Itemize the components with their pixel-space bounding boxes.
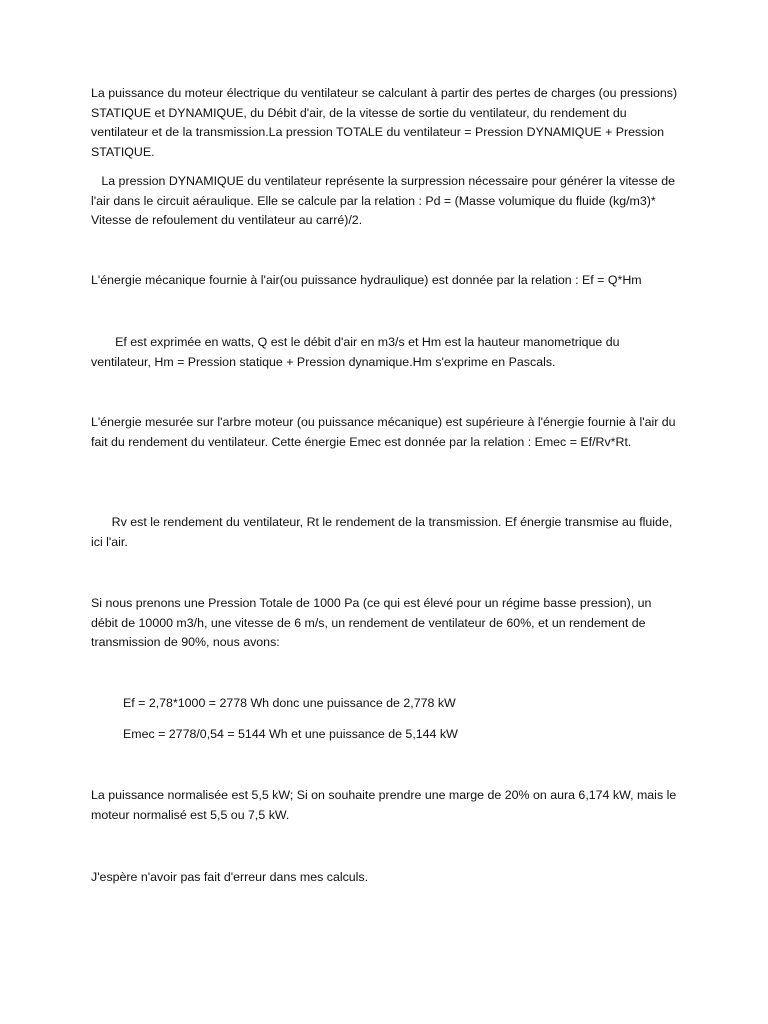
- paragraph-ef-units: Ef est exprimée en watts, Q est le débit d'air en m3/s et Hm est la hauteur manometrique du ventilateur, Hm = Pression statique + Pression dynamique.Hm s'exprime en Pascals.: [91, 335, 623, 369]
- formula-emec-calculation: Emec = 2778/0,54 = 5144 Wh et une puissance de 5,144 kW: [123, 727, 458, 741]
- paragraph-dynamic-pressure: La pression DYNAMIQUE du ventilateur représente la surpression nécessaire pour générer la vitesse de l'air dans le circuit aéraulique. Elle se calcule par la relation : Pd = (Masse volumique du fluide (kg/m3)* Vitesse de refoulement du ventilateur au carré)/2.: [91, 174, 679, 227]
- formula-ef-calculation: Ef = 2,78*1000 = 2778 Wh donc une puissance de 2,778 kW: [123, 696, 456, 710]
- paragraph-shaft-energy: L'énergie mesurée sur l'arbre moteur (ou puissance mécanique) est supérieure à l'énergie fournie à l'air du fait du rendement du ventilateur. Cette énergie Emec est donnée par la relation : Emec = Ef/Rv*Rt.: [91, 415, 676, 449]
- paragraph-efficiency-definitions: Rv est le rendement du ventilateur, Rt le rendement de la transmission. Ef énergie transmise au fluide, ici l'air.: [91, 515, 676, 549]
- paragraph-example-assumptions: Si nous prenons une Pression Totale de 1000 Pa (ce qui est élevé pour un régime basse pression), un débit de 10000 m3/h, une vitesse de 6 m/s, un rendement de ventilateur de 60%, et un rendement de transmission de 90%, nous avons:: [91, 596, 652, 649]
- paragraph-motor-power: La puissance du moteur électrique du ventilateur se calculant à partir des pertes de charges (ou pressions) STATIQUE et DYNAMIQUE, du Débit d'air, de la vitesse de sortie du ventilateur, du rendement du ventilateur et de la transmission.La pression TOTALE du ventilateur = Pression DYNAMIQUE + Pression STATIQUE.: [91, 86, 678, 159]
- paragraph-mechanical-energy: L'énergie mécanique fournie à l'air(ou puissance hydraulique) est donnée par la relation : Ef = Q*Hm: [91, 273, 642, 287]
- paragraph-closing-remark: J'espère n'avoir pas fait d'erreur dans mes calculs.: [91, 870, 369, 884]
- paragraph-normalized-power: La puissance normalisée est 5,5 kW; Si on souhaite prendre une marge de 20% on aura 6,174 kW, mais le moteur normalisé est 5,5 ou 7,5 kW.: [91, 788, 677, 822]
